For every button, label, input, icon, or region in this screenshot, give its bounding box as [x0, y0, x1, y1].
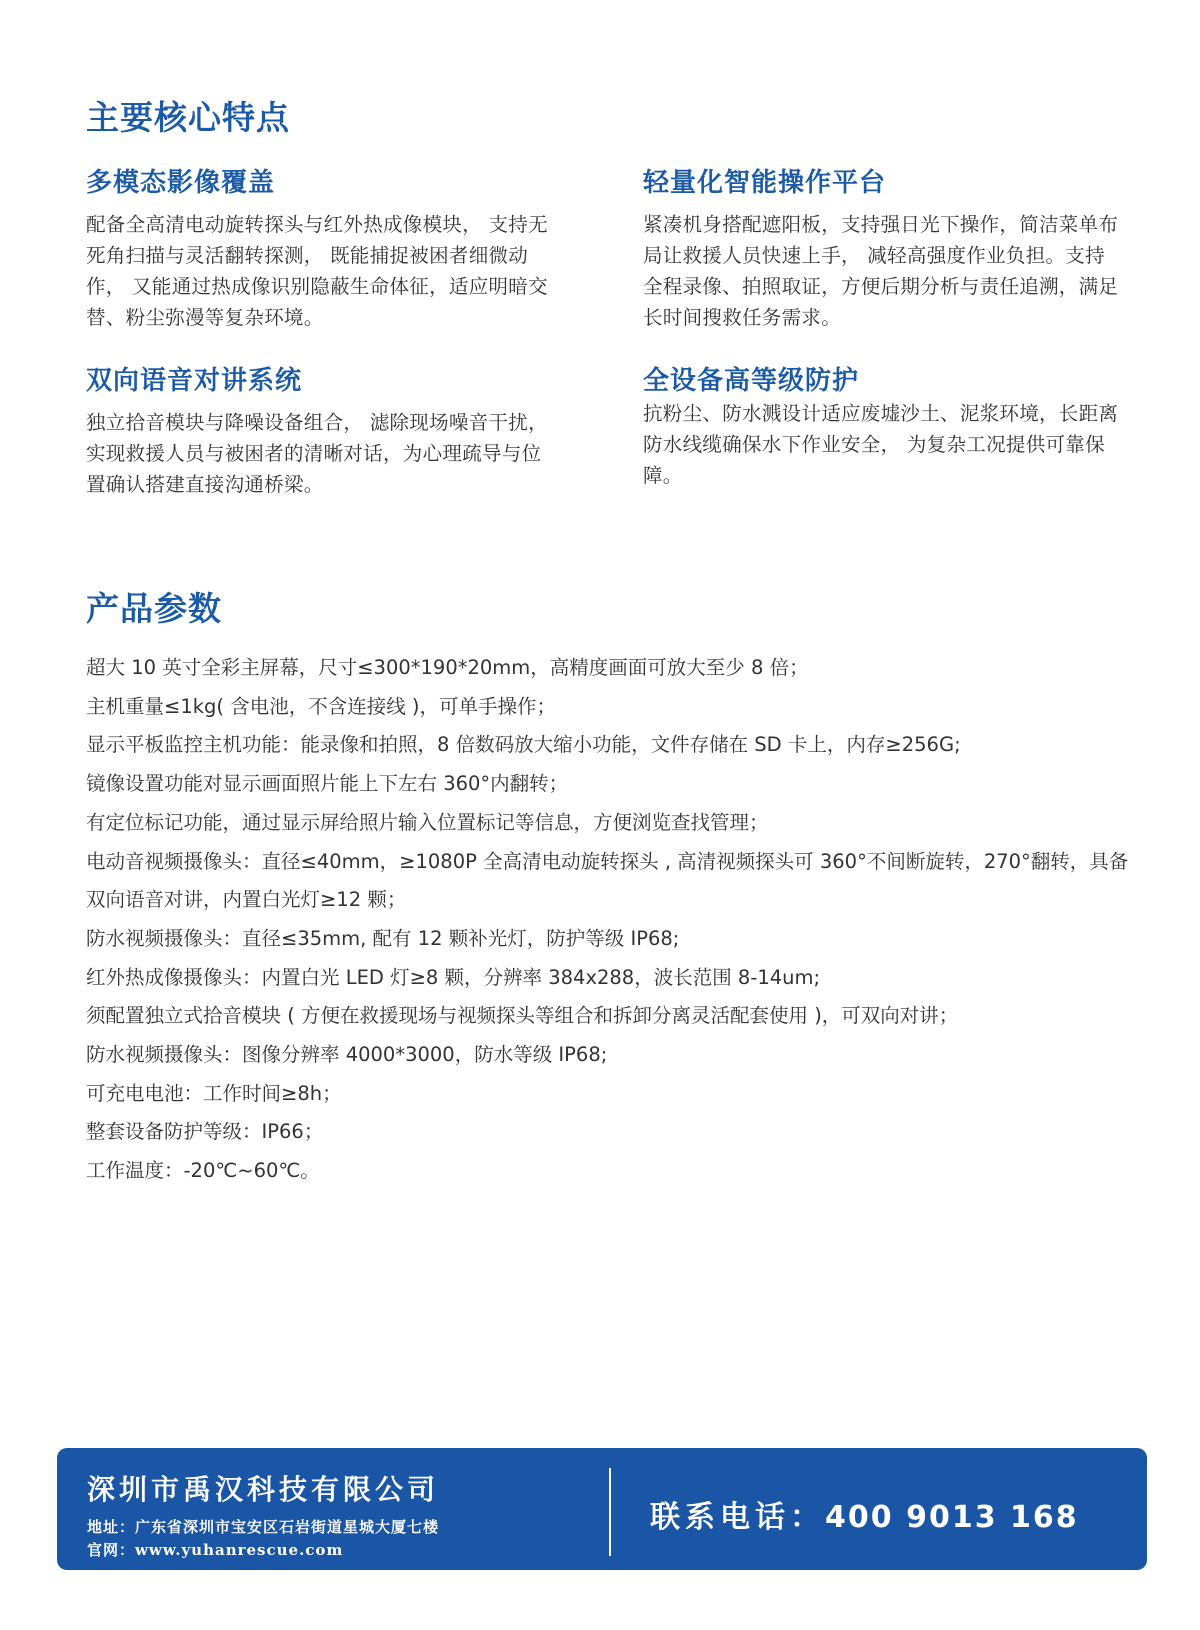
- params-heading: 产品参数: [86, 589, 222, 628]
- param-line: 电动音视频摄像头：直径≤40mm，≥1080P 全高清电动旋转探头 , 高清视频探头可 360°不间断旋转，270°翻转，具备双向语音对讲，内置白光灯≥12 颗；: [86, 849, 1129, 912]
- feature-body-intercom: 独立拾音模块与降噪设备组合， 滤除现场噪音干扰，实现救援人员与被困者的清晰对话，为心理疏导与位置确认搭建直接沟通桥梁。: [86, 411, 548, 496]
- feature-title-platform: 轻量化智能操作平台: [643, 168, 887, 198]
- param-line: 镜像设置功能对显示画面照片能上下左右 360°内翻转；: [86, 772, 569, 796]
- param-line: 防水视频摄像头：直径≤35mm, 配有 12 颗补光灯，防护等级 IP68;: [86, 926, 680, 950]
- param-line: 可充电电池：工作时间≥8h；: [86, 1081, 342, 1105]
- param-line: 主机重量≤1kg( 含电池，不含连接线 )，可单手操作；: [86, 694, 557, 718]
- param-line: 有定位标记功能，通过显示屏给照片输入位置标记等信息，方便浏览查找管理；: [86, 810, 769, 834]
- company-address: 地址：广东省深圳市宝安区石岩街道星城大厦七楼: [87, 1518, 440, 1536]
- contact-phone: [650, 1492, 1079, 1536]
- feature-title-intercom: 双向语音对讲系统: [86, 366, 303, 396]
- param-line: 整套设备防护等级：IP66；: [86, 1120, 324, 1144]
- param-line: 红外热成像摄像头：内置白光 LED 灯≥8 颗，分辨率 384x288，波长范围 8-14um;: [86, 965, 821, 989]
- feature-title-protection: 全设备高等级防护: [643, 366, 860, 396]
- param-line: 超大 10 英寸全彩主屏幕，尺寸≤300*190*20mm，高精度画面可放大至少 8 倍；: [86, 656, 809, 679]
- param-line: 工作温度：-20℃~60℃。: [86, 1159, 320, 1183]
- params-list: [86, 649, 1136, 1191]
- feature-body-protection: 抗粉尘、防水溅设计适应废墟沙土、泥浆环境，长距离防水线缆确保水下作业安全， 为复杂工况提供可靠保障。: [643, 402, 1119, 487]
- footer-banner: [57, 1448, 1147, 1570]
- param-line: 防水视频摄像头：图像分辨率 4000*3000，防水等级 IP68;: [86, 1043, 608, 1067]
- feature-body-imaging: 配备全高清电动旋转探头与红外热成像模块， 支持无死角扫描与灵活翻转探测， 既能捕捉被困者细微动作， 又能通过热成像识别隐蔽生命体征，适应明暗交替、粉尘弥漫等复杂环境。: [86, 213, 548, 329]
- features-heading: 主要核心特点: [86, 98, 290, 137]
- footer-divider: [609, 1468, 611, 1556]
- param-line: 显示平板监控主机功能：能录像和拍照，8 倍数码放大缩小功能，文件存储在 SD 卡上，内存≥256G;: [86, 733, 961, 757]
- feature-title-imaging: 多模态影像覆盖: [86, 168, 276, 198]
- phone-number[interactable]: 400 9013 168: [825, 1500, 1079, 1535]
- phone-label: 联系电话：: [650, 1500, 825, 1535]
- company-name: 深圳市禹汉科技有限公司: [87, 1473, 440, 1506]
- feature-body-platform: 紧凑机身搭配遮阳板，支持强日光下操作，简洁菜单布局让救援人员快速上手， 减轻高强度作业负担。支持全程录像、拍照取证，方便后期分析与责任追溯，满足长时间搜救任务需求。: [643, 213, 1119, 329]
- param-line: 须配置独立式拾音模块 ( 方便在救援现场与视频探头等组合和拆卸分离灵活配套使用 )，可双向对讲；: [86, 1004, 959, 1028]
- company-website[interactable]: 官网：www.yuhanrescue.com: [87, 1541, 344, 1559]
